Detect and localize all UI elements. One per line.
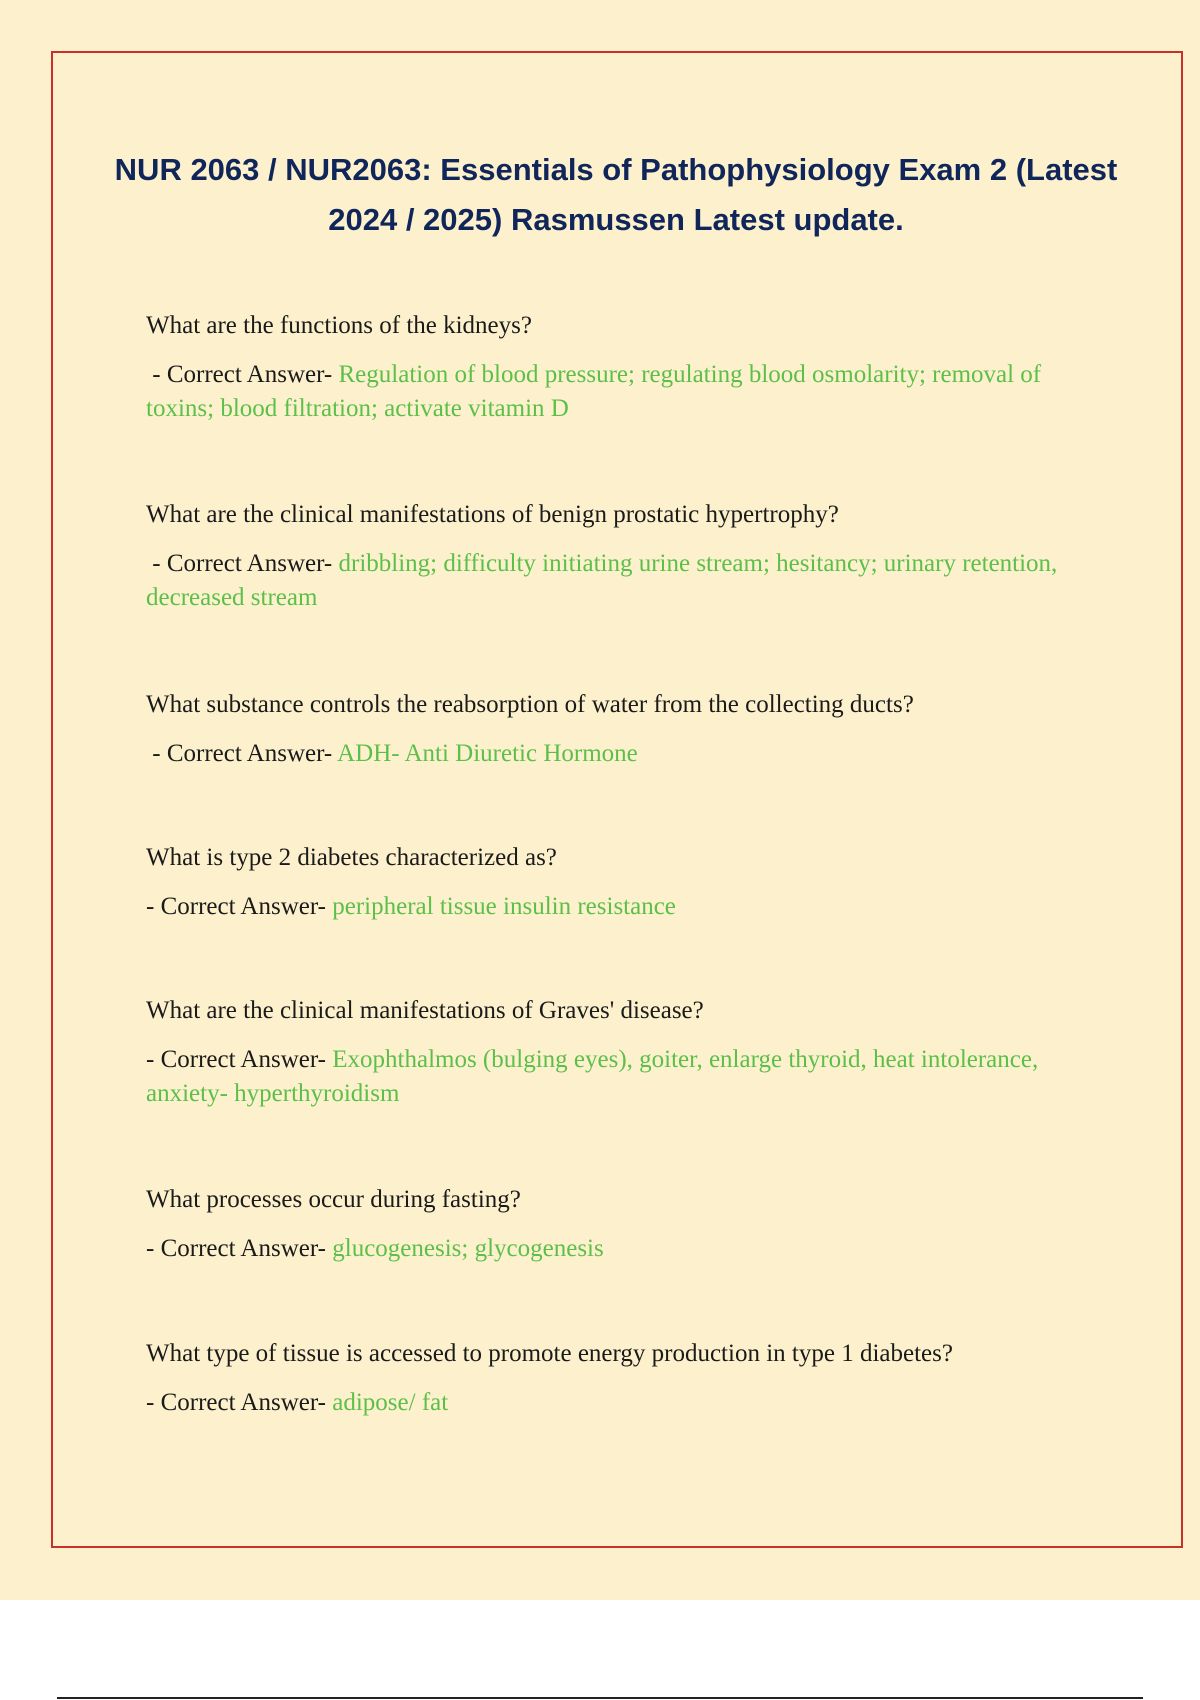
answer-text: peripheral tissue insulin resistance <box>332 893 676 920</box>
question-text: What are the clinical manifestations of Graves' disease? <box>146 997 704 1024</box>
answer-text: Exophthalmos (bulging eyes), goiter, enlarge thyroid, heat intolerance, anxiety- hyperthyroidism <box>146 1046 1039 1107</box>
question-text: What are the clinical manifestations of benign prostatic hypertrophy? <box>146 501 839 528</box>
qa-item-3 <box>146 688 1086 771</box>
answer-line <box>146 737 1086 771</box>
question-text: What substance controls the reabsorption of water from the collecting ducts? <box>146 691 914 718</box>
answer-prefix: - Correct Answer- <box>146 893 333 920</box>
answer-prefix: - Correct Answer- <box>146 550 339 577</box>
question-text: What are the functions of the kidneys? <box>146 312 532 339</box>
answer-line <box>146 1043 1086 1111</box>
answer-prefix: - Correct Answer- <box>146 1235 333 1262</box>
question-text: What is type 2 diabetes characterized as? <box>146 844 557 871</box>
qa-item-1 <box>146 309 1086 426</box>
qa-item-2 <box>146 498 1086 615</box>
answer-text: adipose/ fat <box>332 1389 449 1416</box>
answer-prefix: - Correct Answer- <box>146 361 339 388</box>
answer-text: dribbling; difficulty initiating urine stream; hesitancy; urinary retention, decreased stream <box>146 550 1058 611</box>
question-text: What type of tissue is accessed to promote energy production in type 1 diabetes? <box>146 1340 953 1367</box>
document-title: NUR 2063 / NUR2063: Essentials of Pathophysiology Exam 2 (Latest 2024 / 2025) Rasmussen Latest update. <box>114 152 1118 237</box>
answer-line <box>146 1232 1086 1266</box>
question-text: What processes occur during fasting? <box>146 1186 521 1213</box>
answer-line <box>146 547 1086 615</box>
answer-prefix: - Correct Answer- <box>146 1046 333 1073</box>
answer-text: Regulation of blood pressure; regulating blood osmolarity; removal of toxins; blood filtration; activate vitamin D <box>146 361 1042 422</box>
answer-text: glucogenesis; glycogenesis <box>332 1235 604 1262</box>
answer-prefix: - Correct Answer- <box>146 1389 333 1416</box>
page-border-frame <box>51 51 1183 1548</box>
answer-text: ADH- Anti Diuretic Hormone <box>337 740 638 767</box>
footer-divider <box>57 1697 1143 1699</box>
answer-prefix: - Correct Answer- <box>146 740 338 767</box>
qa-item-4 <box>146 841 1086 924</box>
qa-item-6 <box>146 1183 1086 1266</box>
answer-line <box>146 890 1086 924</box>
answer-line <box>146 1386 1086 1420</box>
qa-item-7 <box>146 1337 1086 1420</box>
answer-line <box>146 358 1086 426</box>
qa-item-5 <box>146 994 1086 1111</box>
